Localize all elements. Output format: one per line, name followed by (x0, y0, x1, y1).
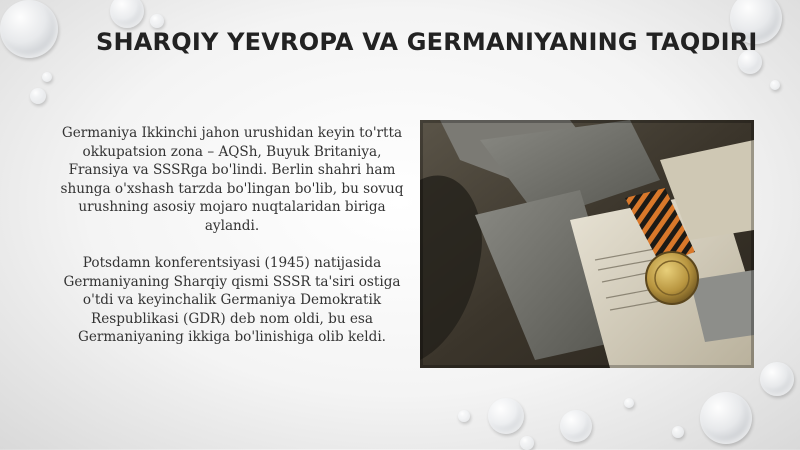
water-drop-decoration (30, 88, 46, 104)
water-drop-decoration (520, 436, 534, 450)
body-text (52, 124, 412, 366)
water-drop-decoration (770, 80, 780, 90)
paragraph-potsdam: Potsdamn konferentsiyasi (1945) natijasida Germaniyaning Sharqiy qismi SSSR ta'siri ostiga o'tdi va keyinchalik Germaniya Demokratik Respublikasi (GDR) deb nom oldi, bu esa Germaniyaning ikkiga bo'linishiga olib keldi. (63, 255, 401, 345)
water-drop-decoration (560, 410, 592, 442)
water-drop-decoration (488, 398, 524, 434)
medal-documents-photo (420, 120, 754, 368)
water-drop-decoration (42, 72, 52, 82)
water-drop-decoration (624, 398, 634, 408)
water-drop-decoration (700, 392, 752, 444)
water-drop-decoration (458, 410, 470, 422)
slide-title: SHARQIY YEVROPA VA GERMANIYANING TAQDIRI (96, 28, 758, 56)
water-drop-decoration (760, 362, 794, 396)
water-drop-decoration (0, 0, 58, 58)
water-drop-decoration (110, 0, 144, 28)
water-drop-decoration (150, 14, 164, 28)
paragraph-occupation-zones: Germaniya Ikkinchi jahon urushidan keyin to'rtta okkupatsion zona – AQSh, Buyuk Britaniya, Fransiya va SSSRga bo'lindi. Berlin shahri ham shunga o'xshash tarzda bo'lingan bo'lib, bu sovuq urushning asosiy mojaro nuqtalaridan biriga aylandi. (60, 125, 404, 234)
water-drop-decoration (672, 426, 684, 438)
